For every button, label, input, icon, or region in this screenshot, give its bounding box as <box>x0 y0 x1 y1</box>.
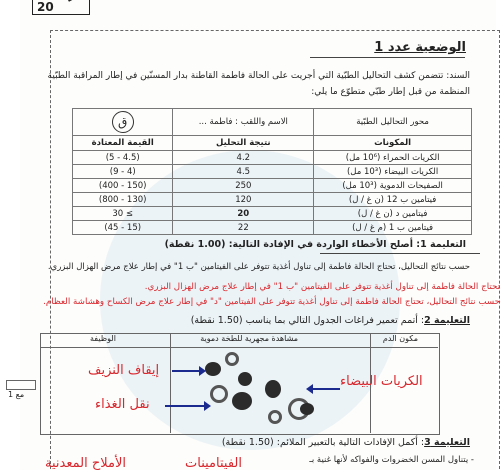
blood-cell-icon <box>300 403 314 415</box>
annotation-vitamins: الفيتامينات <box>185 456 242 471</box>
instruction-3-number: التعليمة 3 <box>424 437 470 448</box>
cell-normal: (9 - 4) <box>73 165 173 179</box>
arrow-right-icon <box>165 405 205 407</box>
intro-line-1: السند: تتضمن كشف التحاليل الطبّية التي أجريت على الحالة فاطمة القاطنة بدار المسنّين في إطار المراقبة الطبّية <box>47 71 470 81</box>
cell-normal: (5 - 4.5) <box>73 151 173 165</box>
answer-line-1: تحتاج الحالة فاطمة إلى تناول أغذية تتوفر على الفيتامين "ب 1" في إطار علاج مرض الهزال البزري. <box>144 282 500 292</box>
instruction-1-text: حسب نتائج التحاليل، تحتاج الحالة فاطمة إلى تناول أغذية تتوفر على الفيتامين "ب 1" في إطار علاج مرض الهزال البزري. <box>47 262 470 272</box>
cell-component: الصفيحات الدموية (10³ مل) <box>314 179 472 193</box>
annotation-stop-bleeding: إيقاف النزيف <box>88 363 160 378</box>
intro-line-2: المنظمة من قبل إطار طبّي متطوّع ما يلي: <box>311 87 470 97</box>
cell-normal: 30 ≤ <box>73 207 173 221</box>
col-components: المكونات <box>314 136 472 151</box>
cell-component: فيتامين ب 12 (ن غ / ل) <box>314 193 472 207</box>
cell-normal: (800 - 130) <box>73 193 173 207</box>
cell-result: 4.2 <box>173 151 314 165</box>
annotation-white-cells: الكريات البيضاء <box>340 374 423 389</box>
score-box <box>32 0 90 15</box>
cell-normal: (45 - 15) <box>73 221 173 235</box>
instruction-2-text: : أتمم تعمير فراغات الجدول التالي بما يناسب (1.50 نقطة) <box>190 315 425 326</box>
analysis-table <box>72 108 472 235</box>
cell-component: فيتامين د (ن غ / ل) <box>314 207 472 221</box>
instruction-3-line-1: - يتناول المسن الخضروات والفواكه لأنها غنية بـ <box>309 455 474 465</box>
instruction-2 <box>191 315 470 326</box>
blood-cell-icon <box>210 385 228 403</box>
cell-result: 250 <box>173 179 314 193</box>
situation-intro <box>40 68 470 100</box>
blood-cell-icon <box>238 372 252 386</box>
blood-cell-icon <box>225 352 239 366</box>
score-value: 20 <box>37 0 54 14</box>
blood-cell-icon <box>205 362 221 376</box>
cell-result: 22 <box>173 221 314 235</box>
table-row <box>73 165 472 179</box>
col-observation: مشاهدة مجهرية للطخة دموية <box>200 334 298 343</box>
margin-score-box <box>6 380 36 390</box>
instruction-3-text: : أكمل الإفادات التالية بالتعبير الملائم: (1.50 نقطة) <box>221 437 425 448</box>
table-row <box>73 221 472 235</box>
cell-component: فيتامين ب 1 (م غ / ل) <box>314 221 472 235</box>
table-row <box>73 151 472 165</box>
title-underline <box>310 57 465 58</box>
cell-result: 20 <box>173 207 314 221</box>
table-row <box>73 207 472 221</box>
instruction-2-number: التعليمة 2 <box>424 315 470 326</box>
col-function: الوظيفة <box>90 334 116 343</box>
blood-cell-icon <box>232 392 252 410</box>
arrow-right-icon <box>172 370 200 372</box>
cell-component: الكريات الحمراء (10⁶ مل) <box>314 151 472 165</box>
table-header-axis: محور التحاليل الطبّية <box>314 109 472 136</box>
cell-result: 120 <box>173 193 314 207</box>
situation-title: الوضعية عدد 1 <box>374 40 466 55</box>
blood-cell-icon <box>268 410 282 424</box>
cell-component: الكريات البيضاء (10³ مل) <box>314 165 472 179</box>
table-divider <box>170 333 171 433</box>
annotation-minerals: الأملاح المعدنية <box>45 456 126 471</box>
instruction-1-title: التعليمة 1: أصلح الأخطاء الواردة في الإفادة التالية: (1.00 نقطة) <box>164 239 466 250</box>
table-header-name: الاسم واللقب : فاطمة ... <box>173 109 314 136</box>
instruction-1-underline <box>320 253 480 254</box>
arrow-left-icon <box>312 388 340 390</box>
table-row <box>73 179 472 193</box>
col-normal: القيمة المعتادة <box>73 136 173 151</box>
answer-line-2: حسب نتائج التحاليل، تحتاج الحالة فاطمة إلى تناول أغذية تتوفر على الفيتامين "د" في إطار علاج مرض الكساح وهشاشة العظام. <box>43 297 500 307</box>
cell-normal: (400 - 150) <box>73 179 173 193</box>
cell-result: 4.5 <box>173 165 314 179</box>
col-blood-component: مكون الدم <box>382 334 418 343</box>
table-row <box>73 193 472 207</box>
blood-table-header <box>40 333 438 348</box>
blood-cell-icon <box>265 380 281 398</box>
instruction-3 <box>222 437 470 448</box>
lab-logo-icon: ق <box>112 111 134 133</box>
col-result: نتيجة التحليل <box>173 136 314 151</box>
annotation-food-transport: نقل الغذاء <box>95 397 150 412</box>
margin-score-label: مع 1 <box>8 390 25 399</box>
table-header-logo <box>73 109 173 136</box>
